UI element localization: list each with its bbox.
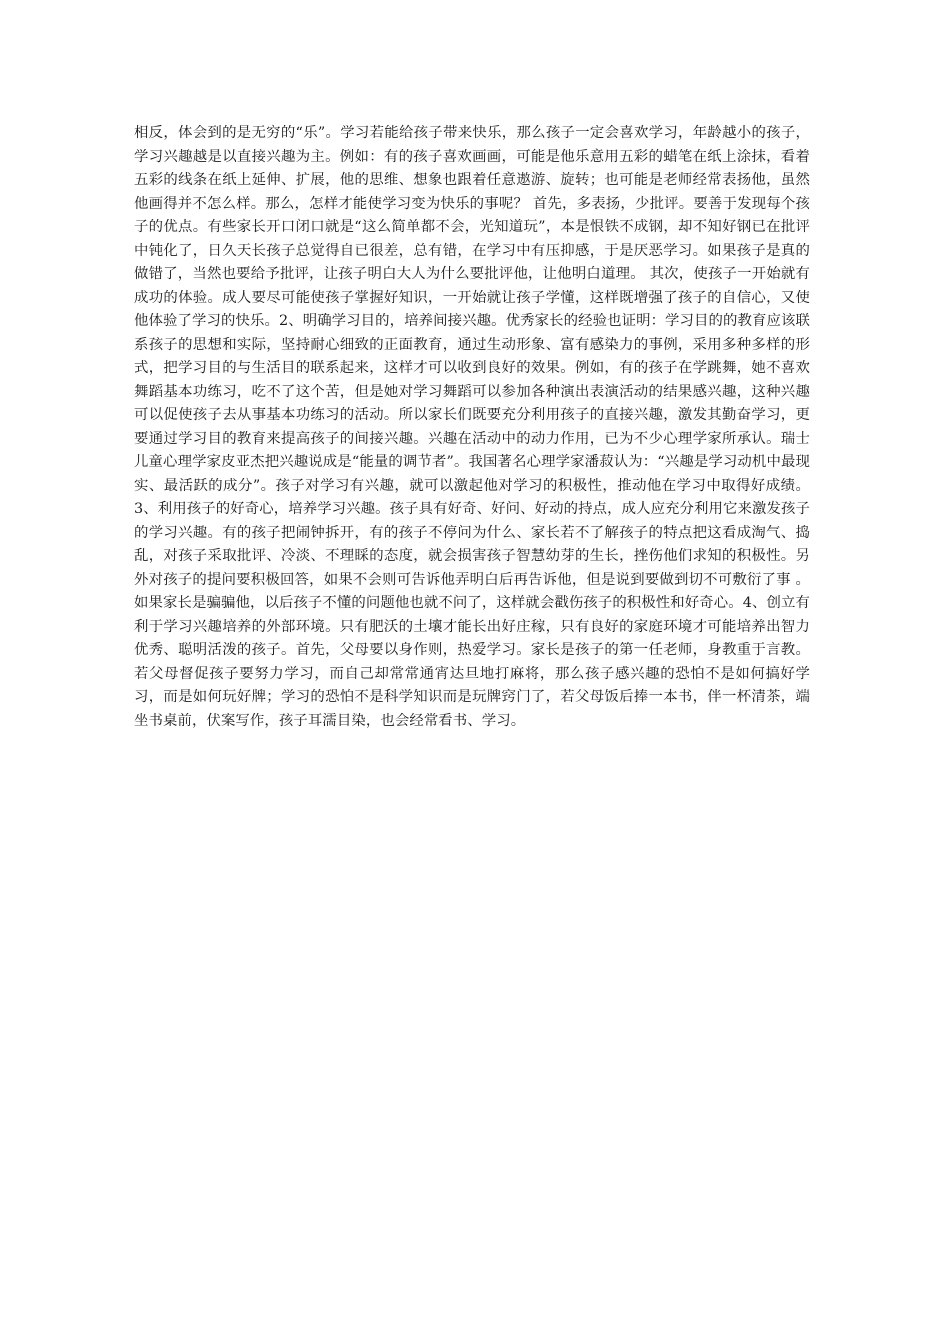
- body-paragraph: 相反，体会到的是无穷的“乐”。学习若能给孩子带来快乐，那么孩子一定会喜欢学习，年龄越小的孩子，学习兴趣越是以直接兴趣为主。例如：有的孩子喜欢画画，可能是他乐意用五彩的蜡笔在纸上涂抹，看着五彩的线条在纸上延伸、扩展，他的思维、想象也跟着任意遨游、旋转；也可能是老师经常表扬他，虽然他画得并不怎么样。那么，怎样才能使学习变为快乐的事呢？ 首先，多表扬，少批评。要善于发现每个孩子的优点。有些家长开口闭口就是“这么简单都不会，光知道玩”，本是恨铁不成钢，却不知好钢已在批评中钝化了，日久天长孩子总觉得自已很差，总有错，在学习中有压抑感，于是厌恶学习。如果孩子是真的做错了，当然也要给予批评，让孩子明白大人为什么要批评他，让他明白道理。 其次，使孩子一开始就有成功的体验。成人要尽可能使孩子掌握好知识，一开始就让孩子学懂，这样既增强了孩子的自信心，又使他体验了学习的快乐。2、明确学习目的，培养间接兴趣。优秀家长的经验也证明：学习目的的教育应该联系孩子的思想和实际，坚持耐心细致的正面教育，通过生动形象、富有感染力的事例，采用多种多样的形式，把学习目的与生活目的联系起来，这样才可以收到良好的效果。例如，有的孩子在学跳舞，她不喜欢舞蹈基本功练习，吃不了这个苦，但是她对学习舞蹈可以参加各种演出表演活动的结果感兴趣，这种兴趣可以促使孩子去从事基本功练习的活动。所以家长们既要充分利用孩子的直接兴趣，激发其勤奋学习，更要通过学习目的教育来提高孩子的间接兴趣。兴趣在活动中的动力作用，已为不少心理学家所承认。瑞士儿童心理学家皮亚杰把兴趣说成是“能量的调节者”。我国著名心理学家潘菽认为：“兴趣是学习动机中最现实、最活跃的成分”。孩子对学习有兴趣，就可以激起他对学习的积极性，推动他在学习中取得好成绩。3、利用孩子的好奇心，培养学习兴趣。孩子具有好奇、好问、好动的持点，成人应充分利用它来激发孩子的学习兴趣。有的孩子把闹钟拆开，有的孩子不停问为什么、家长若不了解孩子的特点把这看成淘气、捣乱，对孩子采取批评、冷淡、不理睬的态度，就会损害孩子智慧幼芽的生长，挫伤他们求知的积极性。另外对孩子的提问要积极回答，如果不会则可告诉他弄明白后再告诉他，但是说到要做到切不可敷衍了事 。如果家长是骗骗他，以后孩子不懂的问题他也就不问了，这样就会戳伤孩子的积极性和好奇心。4、创立有利于学习兴趣培养的外部环境。只有肥沃的土壤才能长出好庄稼，只有良好的家庭环境才可能培养出智力优秀、聪明活泼的孩子。首先，父母要以身作则，热爱学习。家长是孩子的第一任老师，身教重于言教。若父母督促孩子要努力学习，而自己却常常通宵达旦地打麻将，那么孩子感兴趣的恐怕不是如何搞好学习，而是如何玩好牌；学习的恐怕不是科学知识而是玩牌窍门了，若父母饭后捧一本书，伴一杯清茶，端坐书桌前，伏案写作，孩子耳濡目染，也会经常看书、学习。: [134, 125, 810, 729]
